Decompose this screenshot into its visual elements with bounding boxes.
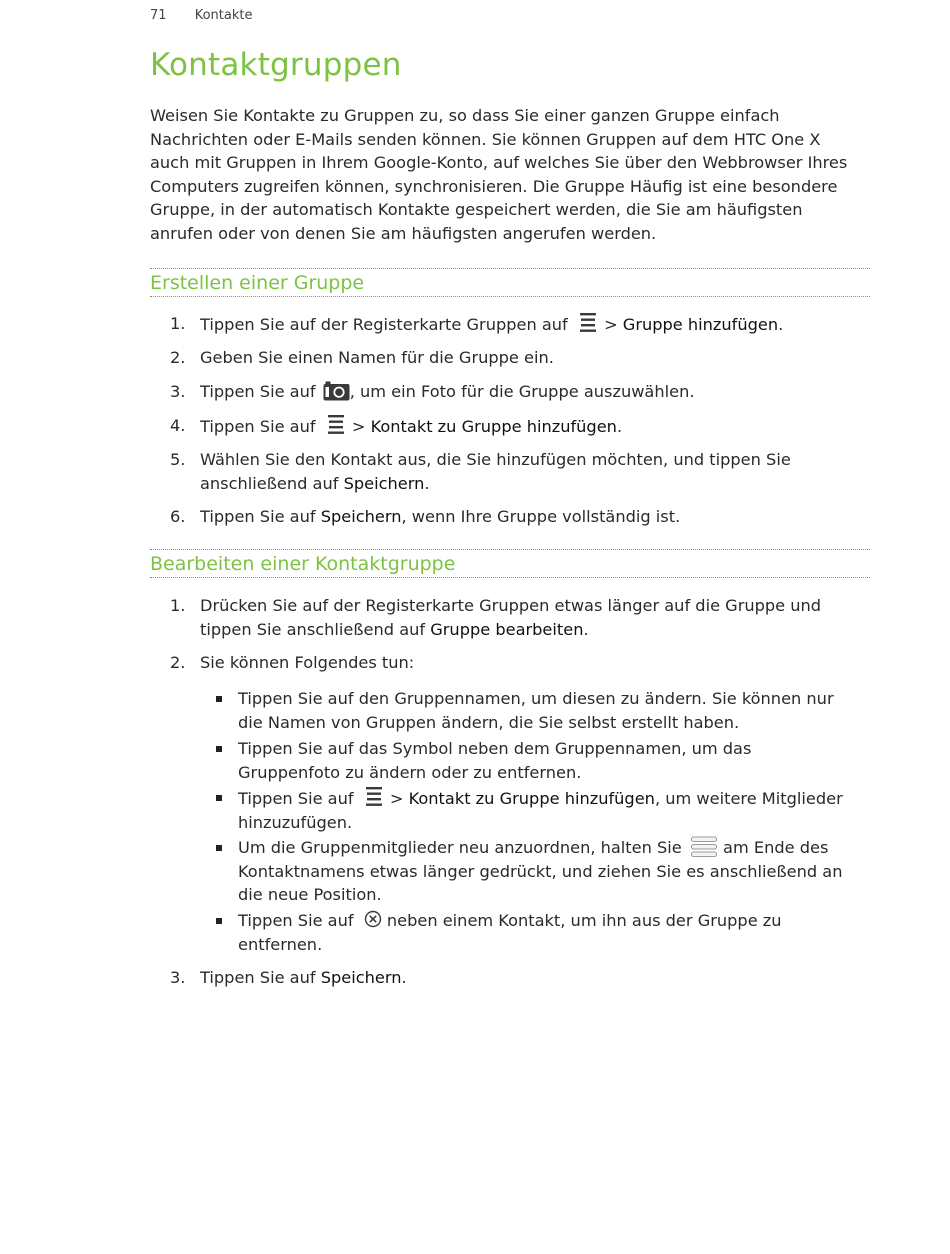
bullet-text — [238, 786, 843, 834]
bullet-text — [238, 836, 842, 907]
step-text-part: . — [583, 619, 589, 639]
bullet-text-part: Gruppenfoto zu ändern oder zu entfernen. — [238, 762, 582, 782]
intro-line: Computers zugreifen können, synchronisieren. Die Gruppe Häufig ist eine besondere — [150, 176, 838, 196]
menu-command: Speichern — [320, 968, 402, 987]
camera-icon — [323, 381, 350, 401]
bullet-text-part: Tippen Sie auf das Symbol neben dem Gruppennamen, um das — [238, 739, 752, 758]
step-number: 1. — [170, 596, 186, 615]
step-text-part: , wenn Ihre Gruppe vollständig ist. — [401, 507, 681, 526]
step-text: Geben Sie einen Namen für die Gruppe ein. — [200, 348, 554, 367]
bullet-text-part: die neue Position. — [238, 885, 382, 905]
bullet-text — [238, 737, 751, 784]
bullet-marker — [216, 845, 222, 851]
section-heading-create-group — [150, 268, 870, 297]
bullet-text-part: am Ende des — [717, 838, 829, 857]
step-number: 2. — [170, 348, 186, 367]
menu-command: Gruppe hinzufügen — [622, 315, 779, 334]
bullet-text-part: die Namen von Gruppen ändern, die Sie selbst erstellt haben. — [238, 712, 740, 732]
bullet-marker — [216, 696, 222, 702]
intro-line: Weisen Sie Kontakte zu Gruppen zu, so dass Sie einer ganzen Gruppe einfach — [150, 106, 780, 125]
step-text-part: Wählen Sie den Kontakt aus, die Sie hinzufügen möchten, und tippen Sie — [200, 450, 791, 469]
intro-line: auch mit Gruppen in Ihrem Google-Konto, auf welches Sie über den Webbrowser Ihres — [150, 153, 848, 173]
menu-command: Gruppe bearbeiten — [430, 619, 584, 639]
step-number: 2. — [170, 653, 186, 672]
step-number: 4. — [170, 416, 186, 435]
menu-icon — [363, 786, 385, 808]
bullet-text-part: Kontaktnamens etwas länger gedrückt, und ziehen Sie es anschließend an — [238, 861, 843, 881]
step-text — [200, 966, 407, 990]
menu-icon — [577, 312, 599, 334]
step-text-part: Drücken Sie auf der Registerkarte Gruppen etwas länger auf die Gruppe und — [200, 596, 822, 615]
section-heading-edit-group — [150, 549, 870, 578]
step-text-part: anschließend auf — [200, 473, 344, 493]
bullet-text — [238, 909, 782, 956]
intro-line: Gruppe, in der automatisch Kontakte gespeichert werden, die Sie am häufigsten — [150, 200, 803, 220]
intro-line: Nachrichten oder E-Mails senden können. Sie können Gruppen auf dem HTC One X — [150, 129, 821, 149]
bullet-text-part: > — [384, 789, 409, 808]
step-text — [200, 448, 791, 495]
page-number: 71 — [150, 8, 167, 23]
section-title: Erstellen einer Gruppe — [150, 272, 365, 294]
step-text: Sie können Folgendes tun: — [200, 653, 415, 672]
bullet-marker — [216, 746, 222, 752]
step-text-part: Tippen Sie auf — [200, 382, 316, 401]
intro-paragraph — [150, 104, 875, 246]
menu-icon — [325, 414, 347, 436]
menu-command: Kontakt zu Gruppe hinzufügen — [408, 789, 655, 808]
step-number: 3. — [170, 382, 186, 401]
step-text-part: . — [424, 473, 430, 493]
bullet-text-part: Um die Gruppenmitglieder neu anzuordnen, halten Sie — [238, 838, 682, 857]
step-text — [200, 594, 821, 641]
step-text-part: > — [598, 315, 623, 334]
step-text — [200, 312, 783, 337]
step-text-part: > — [346, 417, 371, 436]
bullet-marker — [216, 795, 222, 801]
bullet-text-part: Tippen Sie auf — [238, 911, 354, 930]
step-text — [200, 414, 622, 439]
page-title: Kontaktgruppen — [150, 47, 402, 83]
bullet-marker — [216, 918, 222, 924]
step-number: 5. — [170, 450, 186, 469]
step-text-part: . — [778, 315, 784, 334]
menu-command: Speichern — [343, 473, 425, 493]
bullet-text-part: entfernen. — [238, 934, 323, 954]
bullet-text-part: , um weitere Mitglieder — [654, 789, 843, 808]
step-text-part: Tippen Sie auf — [200, 968, 321, 987]
chapter-name: Kontakte — [194, 8, 253, 23]
step-text-part: Tippen Sie auf — [200, 507, 321, 526]
step-text-part: . — [616, 417, 623, 436]
drag-handle-icon — [690, 836, 718, 858]
intro-line: anrufen oder von denen Sie am häufigsten angerufen werden. — [150, 223, 657, 243]
menu-command: Kontakt zu Gruppe hinzufügen — [370, 417, 617, 436]
step-text — [200, 505, 680, 529]
running-header — [150, 8, 252, 23]
step-text-part: Tippen Sie auf — [200, 417, 316, 436]
remove-circle-icon — [364, 910, 382, 928]
menu-command: Speichern — [320, 507, 402, 526]
bullet-text-part: Tippen Sie auf den Gruppennamen, um diesen zu ändern. Sie können nur — [238, 689, 834, 708]
step-text-part: Tippen Sie auf der Registerkarte Gruppen auf — [200, 315, 568, 334]
bullet-text — [238, 687, 834, 734]
step-text-part: , um ein Foto für die Gruppe auszuwählen. — [349, 382, 695, 401]
section-title: Bearbeiten einer Kontaktgruppe — [150, 553, 456, 575]
bullet-text-part: neben einem Kontakt, um ihn aus der Gruppe zu — [381, 911, 782, 930]
step-number: 6. — [170, 507, 186, 526]
step-text — [200, 380, 694, 404]
step-number: 3. — [170, 968, 186, 987]
step-text-part: tippen Sie anschließend auf — [200, 619, 431, 639]
bullet-text-part: Tippen Sie auf — [238, 789, 354, 808]
step-text-part: . — [401, 968, 407, 987]
step-number: 1. — [170, 314, 186, 333]
bullet-text-part: hinzuzufügen. — [238, 812, 353, 832]
